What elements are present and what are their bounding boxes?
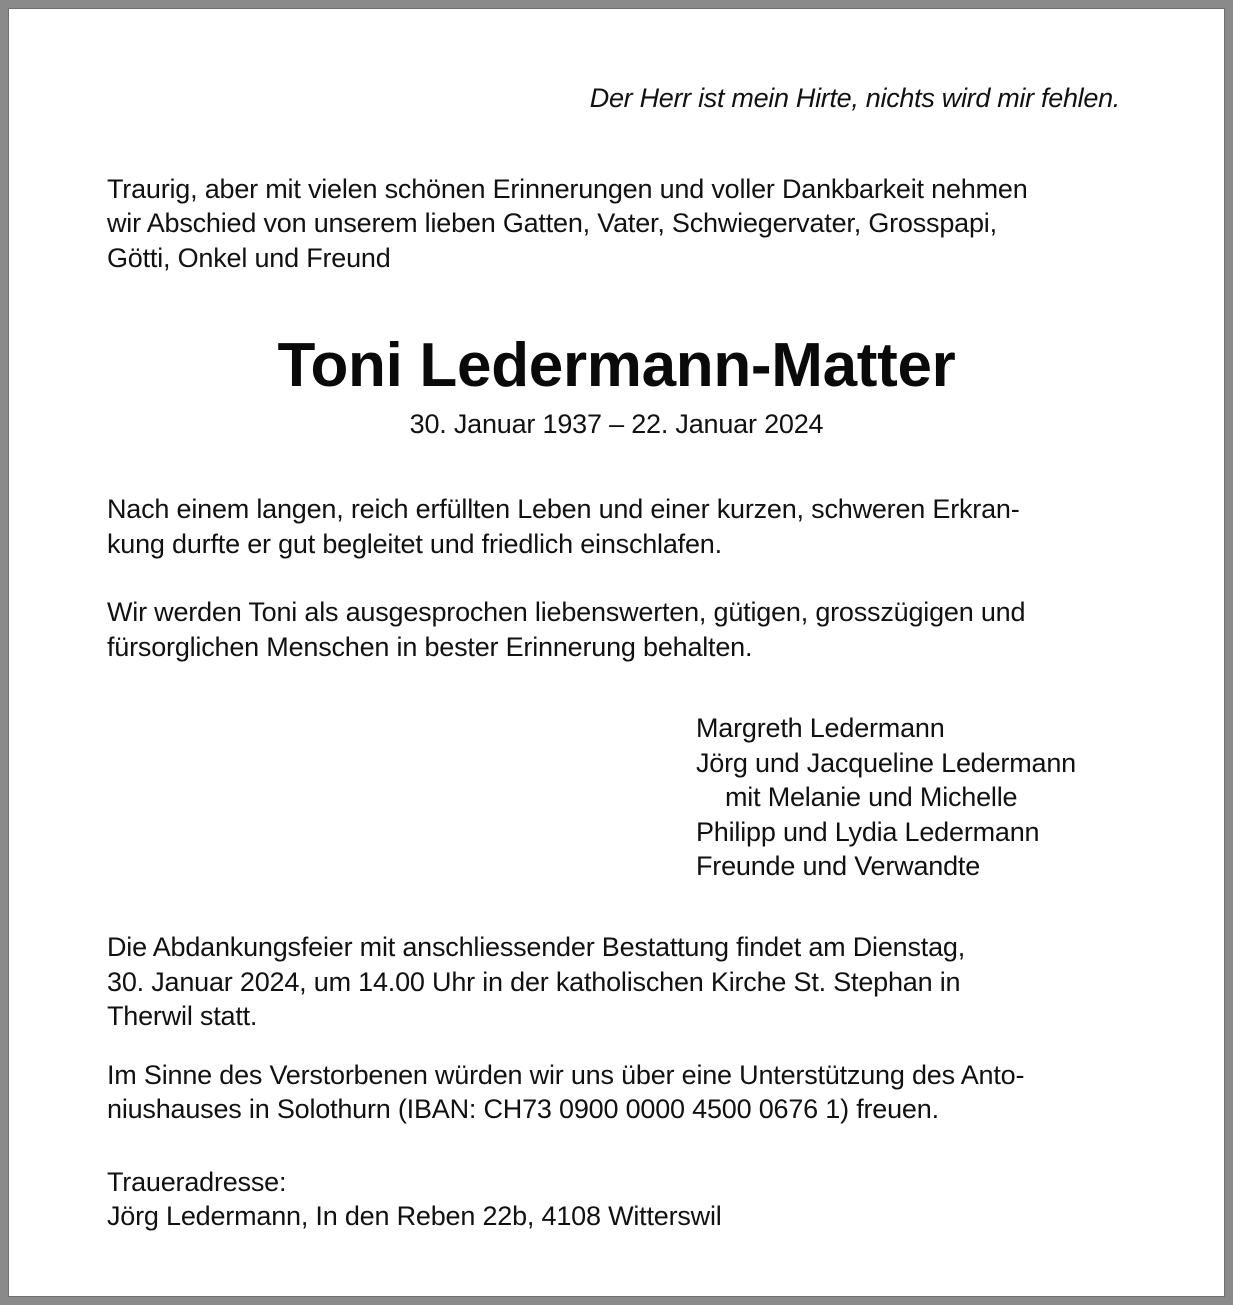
deceased-name: Toni Ledermann-Matter (277, 331, 956, 400)
mourner-name: Margreth Ledermann (696, 713, 945, 743)
mourners-list (696, 711, 1076, 884)
mourner-name: mit Melanie und Michelle (725, 782, 1018, 812)
intro-line: wir Abschied von unserem lieben Gatten, Vater, Schwiegervater, Grosspapi, (107, 208, 997, 238)
donation-line: niushauses in Solothurn (IBAN: CH73 0900 0000 4500 0676 1) freuen. (107, 1094, 939, 1124)
address-value: Jörg Ledermann, In den Reben 22b, 4108 Witterswil (107, 1201, 722, 1231)
ceremony-line: Therwil statt. (107, 1001, 258, 1031)
life-dates: 30. Januar 1937 – 22. Januar 2024 (409, 409, 824, 439)
life-line: Nach einem langen, reich erfüllten Leben und einer kurzen, schweren Erkran- (107, 494, 1020, 524)
mourner-name: Freunde und Verwandte (696, 851, 981, 881)
life-line: kung durfte er gut begleitet und friedlich einschlafen. (107, 529, 722, 559)
intro-line: Traurig, aber mit vielen schönen Erinnerungen und voller Dankbarkeit nehmen (107, 174, 1028, 204)
mourner-name: Jörg und Jacqueline Ledermann (696, 747, 1076, 778)
mourner-name: Philipp und Lydia Ledermann (696, 816, 1040, 847)
memory-line: Wir werden Toni als ausgesprochen liebenswerten, gütigen, grosszügigen und (107, 597, 1026, 627)
ceremony-line: 30. Januar 2024, um 14.00 Uhr in der katholischen Kirche St. Stephan in (107, 967, 961, 997)
donation-line: Im Sinne des Verstorbenen würden wir uns über eine Unterstützung des Anto- (107, 1060, 1025, 1090)
memory-line: fürsorglichen Menschen in bester Erinnerung behalten. (107, 632, 753, 662)
bible-verse: Der Herr ist mein Hirte, nichts wird mir fehlen. (589, 83, 1120, 113)
ceremony-line: Die Abdankungsfeier mit anschliessender Bestattung findet am Dienstag, (107, 932, 966, 962)
obituary-notice (8, 8, 1225, 1297)
intro-line: Götti, Onkel und Freund (107, 243, 391, 273)
address-label: Traueradresse: (107, 1167, 287, 1197)
